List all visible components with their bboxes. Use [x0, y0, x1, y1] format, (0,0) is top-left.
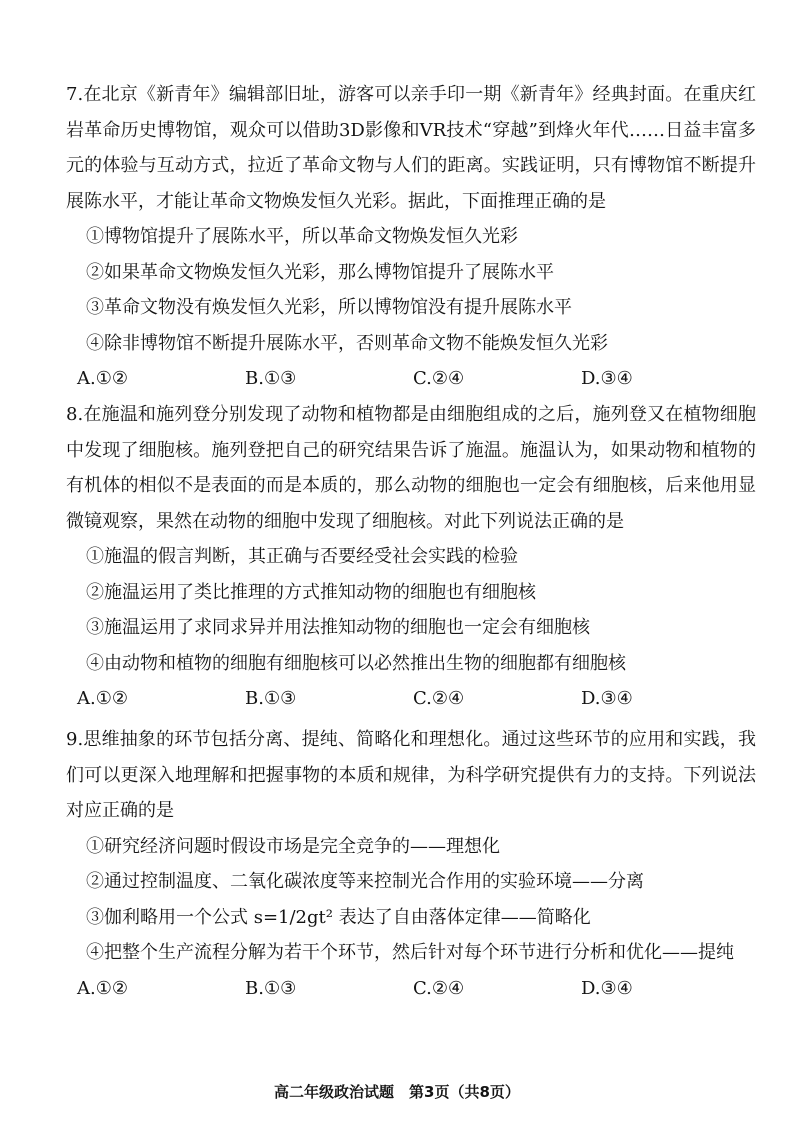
question-stem [66, 722, 756, 829]
statement-1: ①研究经济问题时假设市场是完全竞争的——理想化 [86, 835, 500, 857]
question-text: 思维抽象的环节包括分离、提纯、简略化和理想化。通过这些环节的应用和实践，我们可以更深入地理解和把握事物的本质和规律，为科学研究提供有力的支持。下列说法对应正确的是 [66, 729, 756, 821]
question-7 [66, 77, 756, 397]
option-d: D.③④ [581, 688, 633, 709]
statement-3: ③施温运用了求同求异并用法推知动物的细胞也一定会有细胞核 [86, 617, 590, 638]
question-text: 在北京《新青年》编辑部旧址，游客可以亲手印一期《新青年》经典封面。在重庆红岩革命历史博物馆，观众可以借助3D影像和VR技术“穿越”到烽火年代……日益丰富多元的体验与互动方式，拉近了革命文物与人们的距离。实践证明，只有博物馆不断提升展陈水平，才能让革命文物焕发恒久光彩。据此，下面推理正确的是 [66, 84, 756, 212]
option-b: B.①③ [245, 977, 297, 999]
statement-1: ①博物馆提升了展陈水平，所以革命文物焕发恒久光彩 [86, 226, 518, 247]
answer-options [66, 971, 756, 1007]
option-b: B.①③ [245, 688, 297, 709]
statement-4: ④由动物和植物的细胞有细胞核可以必然推出生物的细胞都有细胞核 [86, 652, 626, 674]
option-c: C.②④ [413, 688, 465, 709]
option-a: A.①② [77, 688, 128, 709]
statement-1: ①施温的假言判断，其正确与否要经受社会实践的检验 [86, 546, 518, 567]
option-c: C.②④ [413, 368, 465, 389]
statement-4: ④除非博物馆不断提升展陈水平，否则革命文物不能焕发恒久光彩 [86, 332, 608, 354]
question-9 [66, 722, 756, 1006]
question-number: 9. [66, 729, 84, 750]
statement-3: ③革命文物没有焕发恒久光彩，所以博物馆没有提升展陈水平 [86, 297, 572, 318]
question-stem [66, 397, 756, 539]
option-b: B.①③ [245, 368, 297, 389]
statement-2: ②通过控制温度、二氧化碳浓度等来控制光合作用的实验环境——分离 [86, 871, 644, 892]
question-stem [66, 77, 756, 219]
statement-4: ④把整个生产流程分解为若干个环节，然后针对每个环节进行分析和优化——提纯 [86, 942, 734, 963]
option-a: A.①② [77, 368, 128, 389]
option-d: D.③④ [581, 977, 633, 999]
question-8 [66, 397, 756, 717]
statement-3: ③伽利略用一个公式 s=1/2gt² 表达了自由落体定律——简略化 [86, 906, 591, 928]
question-text: 在施温和施列登分别发现了动物和植物都是由细胞组成的之后，施列登又在植物细胞中发现了细胞核。施列登把自己的研究结果告诉了施温。施温认为，如果动物和植物的有机体的相似不是表面的而是本质的，那么动物的细胞也一定会有细胞核，后来他用显微镜观察，果然在动物的细胞中发现了细胞核。对此下列说法正确的是 [66, 404, 756, 532]
statement-2: ②施温运用了类比推理的方式推知动物的细胞也有细胞核 [86, 581, 536, 603]
statement-2: ②如果革命文物焕发恒久光彩，那么博物馆提升了展陈水平 [86, 261, 554, 283]
answer-options [66, 681, 756, 717]
page-footer: 高二年级政治试题 第3页（共8页） [274, 1083, 520, 1101]
option-d: D.③④ [581, 368, 633, 389]
option-a: A.①② [77, 977, 128, 999]
question-number: 8. [66, 404, 84, 425]
answer-options [66, 361, 756, 397]
option-c: C.②④ [413, 977, 465, 999]
question-number: 7. [66, 84, 84, 105]
